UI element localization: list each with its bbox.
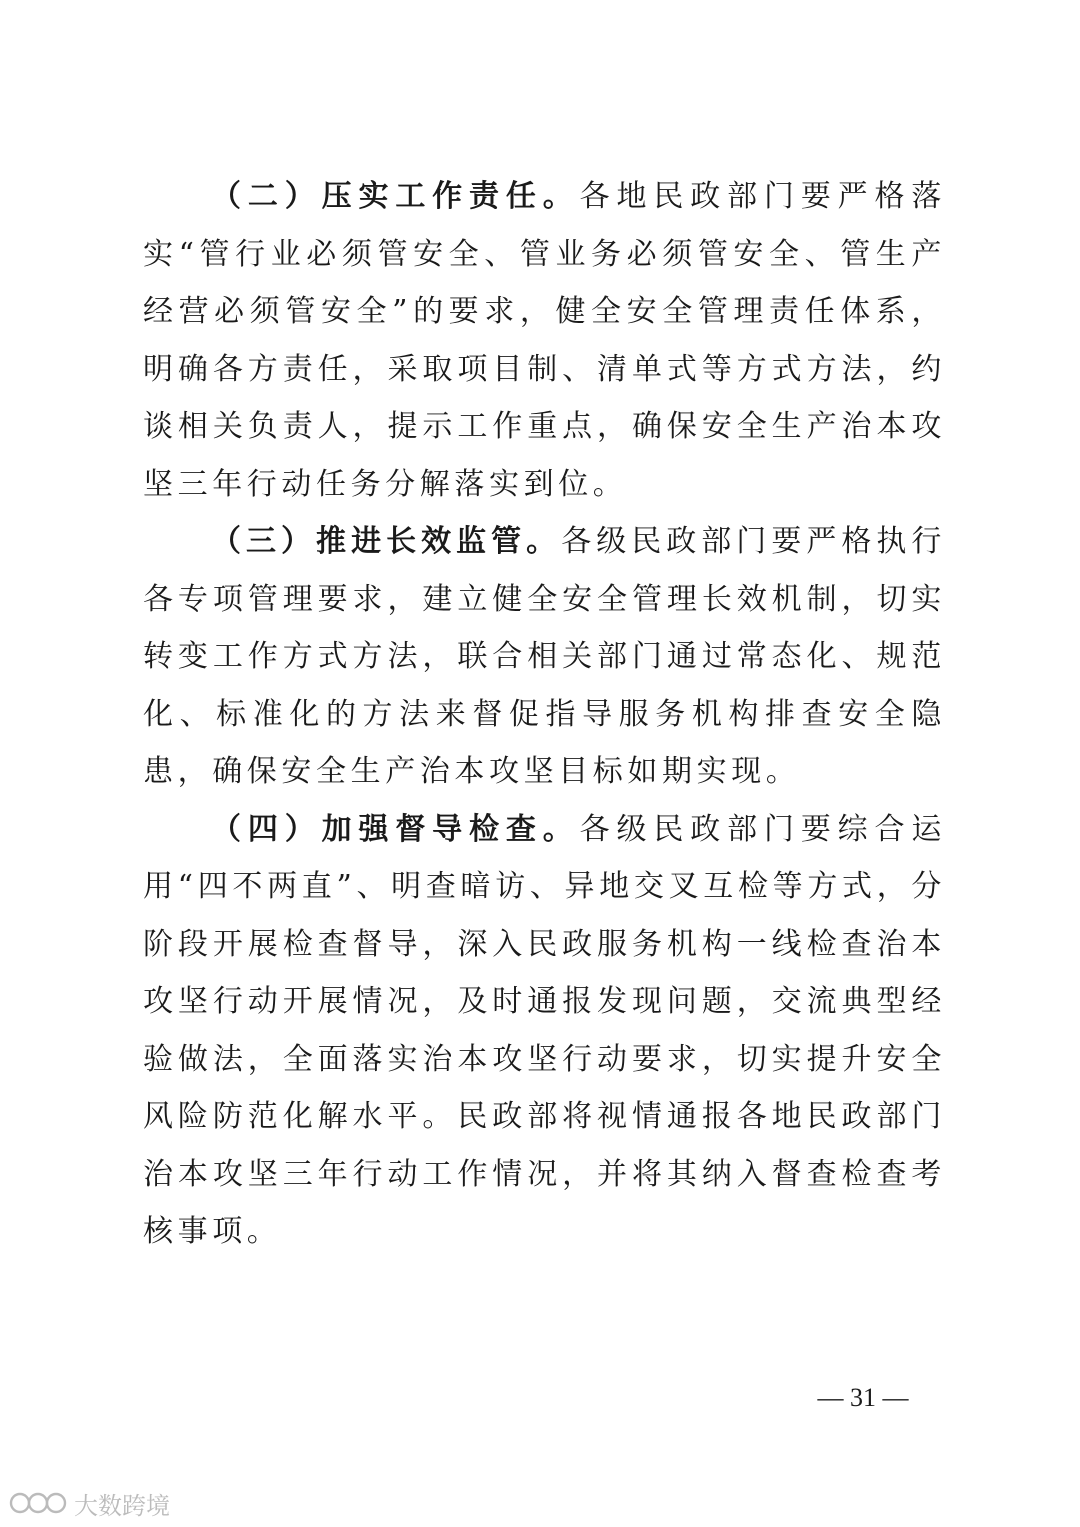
paragraph-heading: （二）压实工作责任。: [211, 179, 580, 214]
paragraph-text: 各级民政部门要综合运用“四不两直”、明查暗访、异地交叉互检等方式，分阶段开展检查督导，深入民政服务机构一线检查治本攻坚行动开展情况，及时通报发现问题，交流典型经验做法，全面落实治本攻坚行动要求，切实提升安全风险防范化解水平。民政部将视情通报各地民政部门治本攻坚三年行动工作情况，并将其纳入督查检查考核事项。: [143, 811, 947, 1249]
paragraph-text: 各地民政部门要严格落实“管行业必须管安全、管业务必须管安全、管生产经营必须管安全”的要求，健全安全管理责任体系，明确各方责任，采取项目制、清单式等方式方法，约谈相关负责人，提示工作重点，确保安全生产治本攻坚三年行动任务分解落实到位。: [143, 179, 947, 502]
loop-logo-icon: [8, 1489, 68, 1517]
paragraph-text: 各级民政部门要严格执行各专项管理要求，建立健全安全管理长效机制，切实转变工作方式方法，联合相关部门通过常态化、规范化、标准化的方法来督促指导服务机构排查安全隐患，确保安全生产治本攻坚目标如期实现。: [143, 524, 946, 789]
paragraph-inspection: [143, 801, 946, 1261]
paragraph-heading: （三）推进长效监管。: [211, 524, 562, 559]
paragraph-responsibility: [143, 168, 946, 513]
page-number: — 31 —: [817, 1383, 909, 1412]
document-body: [143, 168, 946, 1261]
watermark-text: 大数跨境: [74, 1491, 170, 1520]
paragraph-heading: （四）加强督导检查。: [211, 811, 580, 847]
paragraph-supervision: [143, 513, 946, 801]
watermark: [8, 1486, 170, 1520]
